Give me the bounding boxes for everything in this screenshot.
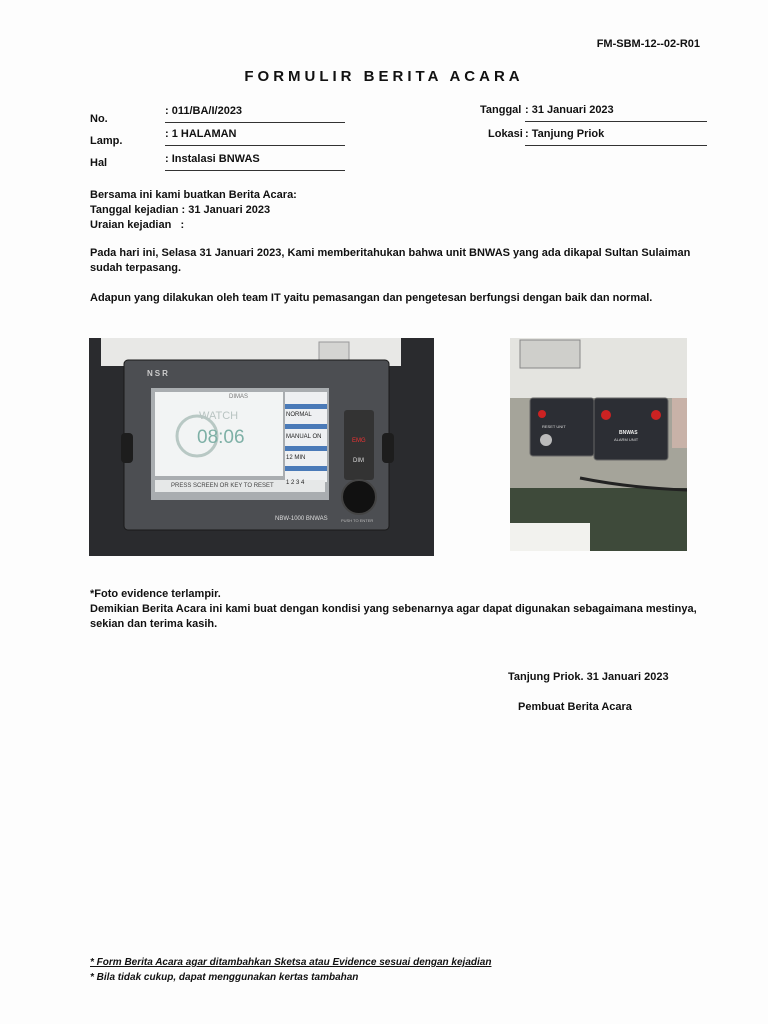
alarm-units-illustration [510,338,687,551]
document-code: FM-SBM-12--02-R01 [596,38,700,50]
menu-mode: NORMAL [286,412,312,418]
signature-place-date: Tanjung Priok. 31 Januari 2023 [508,671,669,683]
menu-interval: 12 MIN [286,455,306,461]
lokasi-label: Lokasi [488,128,523,140]
body-paragraph-2: Adapun yang dilakukan oleh team IT yaitu pemasangan dan pengetesan berfungsi dengan baik dan normal. [90,292,653,304]
reset-unit-label: RESET UNIT [542,424,566,429]
intro-line-1: Bersama ini kami buatkan Berita Acara: [90,189,297,201]
hal-value: : Instalasi BNWAS [165,153,345,171]
signature-role: Pembuat Berita Acara [518,701,632,713]
no-label: No. [90,113,108,125]
menu-manual: MANUAL ON [286,434,322,440]
footer-note-2: * Bila tidak cukup, dapat menggunakan kertas tambahan [90,972,359,983]
document-title: FORMULIR BERITA ACARA [244,68,524,85]
screen-status: WATCH [199,410,239,422]
watch-timer: 08:06 [197,427,245,448]
panel-push-label: PUSH TO ENTER [341,518,374,523]
no-value: : 011/BA/I/2023 [165,105,345,123]
photo-bnwas-alarm-units [510,338,687,551]
lokasi-value: : Tanjung Priok [525,128,707,146]
panel-brand: NSR [147,369,170,378]
footer-note-1: * Form Berita Acara agar ditambahkan Sketsa atau Evidence sesuai dengan kejadian [90,957,492,968]
intro-line-3: Uraian kejadian : [90,219,185,231]
photo-note: *Foto evidence terlampir. [90,588,221,600]
screen-footer: PRESS SCREEN OR KEY TO RESET [171,483,274,489]
panel-model: NBW-1000 BNWAS [275,516,328,522]
screen-header: DIMAS [229,394,249,400]
closing-line-2: sekian dan terima kasih. [90,618,218,630]
photo-bnwas-panel [89,338,434,556]
emg-button: EMG [352,438,366,444]
menu-stages: 1 2 3 4 [286,480,305,486]
tanggal-label: Tanggal [480,104,522,116]
hal-label: Hal [90,157,108,169]
closing-line-1: Demikian Berita Acara ini kami buat dengan kondisi yang sebenarnya agar dapat digunakan sebagaimana mestinya, [90,603,697,615]
lamp-value: : 1 HALAMAN [165,128,345,146]
lamp-label: Lamp. [90,135,123,147]
body-paragraph-1: Pada hari ini, Selasa 31 Januari 2023, Kami memberitahukan bahwa unit BNWAS yang ada dikapal Sultan Sulaiman sudah terpasang. [90,247,691,274]
tanggal-value: : 31 Januari 2023 [525,104,707,122]
alarm-unit-label: ALARM UNIT [614,437,639,442]
bnwas-panel-illustration [89,338,434,556]
alarm-unit-title: BNWAS [619,430,638,436]
dim-button: DIM [353,458,364,464]
intro-line-2: Tanggal kejadian : 31 Januari 2023 [90,204,271,216]
